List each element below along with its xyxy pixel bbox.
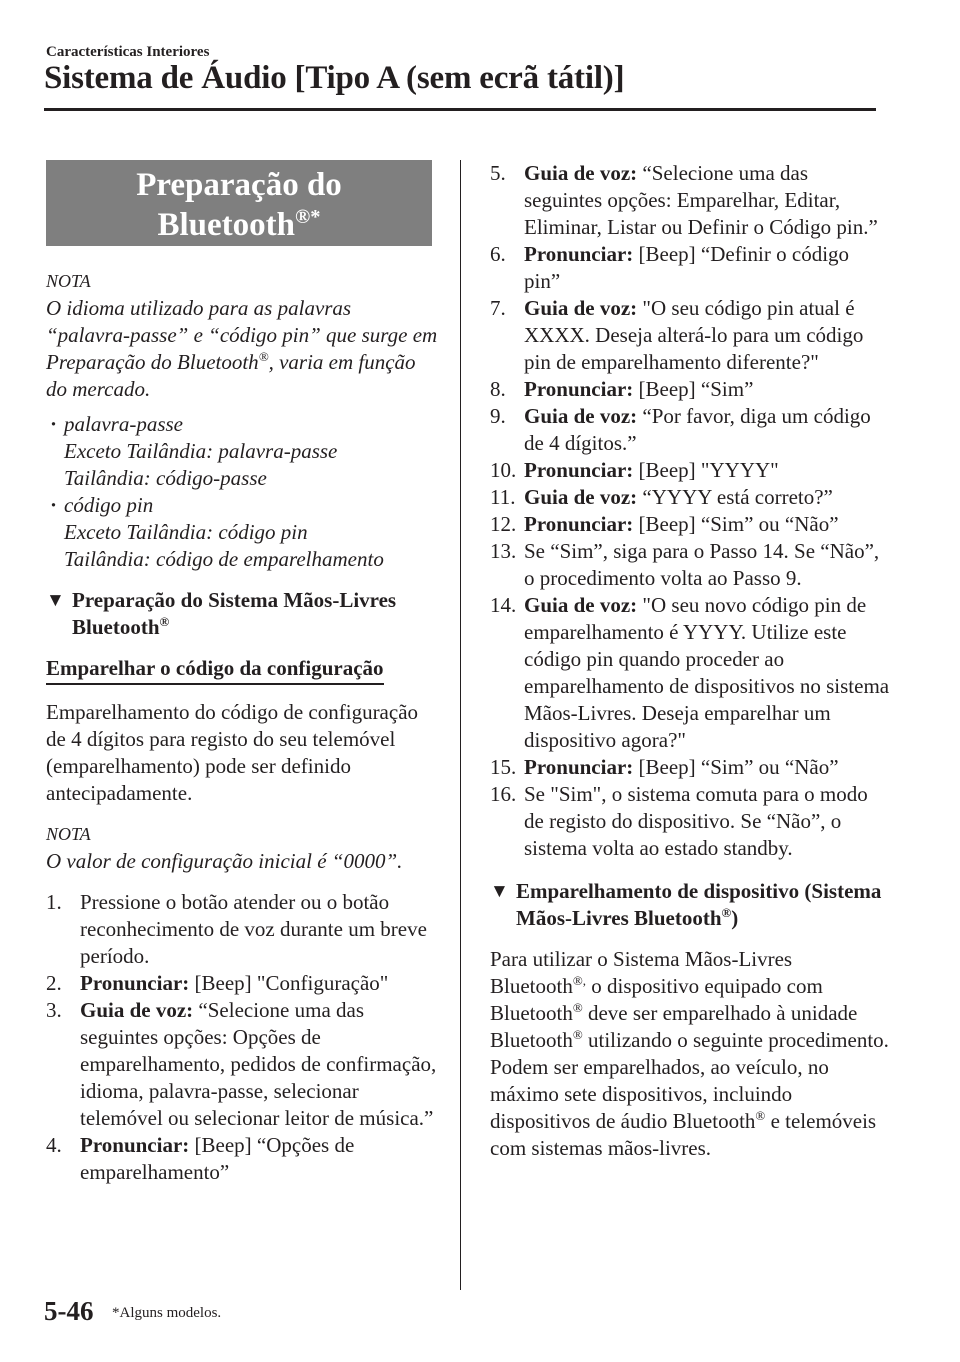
step-label: Guia de voz: — [524, 296, 638, 320]
step-item — [490, 511, 890, 538]
step-text: “Por favor, diga um código de 4 dígitos.” — [524, 404, 871, 455]
step-text: [Beep] “Sim” ou “Não” — [633, 755, 839, 779]
step-number: 13. — [490, 539, 517, 563]
step-number: 12. — [490, 512, 517, 536]
step-text: “Selecione uma das seguintes opções: Opções de emparelhamento, pedidos de confirmação, idioma, palavra-passe, selecionar telemóvel ou selecionar leitor de música.” — [80, 998, 437, 1130]
bullet-item: · palavra-passe — [50, 412, 183, 436]
step-label: Pronunciar: — [524, 755, 634, 779]
step-text: “YYYY está correto?” — [637, 485, 833, 509]
step-label: Pronunciar: — [524, 377, 634, 401]
paragraph: Podem ser emparelhados, ao veículo, no máximo sete dispositivos, incluindo dispositivos de áudio Bluetooth® e telemóveis com sistemas mãos-livres. — [490, 1055, 877, 1160]
step-number: 2. — [46, 971, 62, 995]
step-text: Se "Sim", o sistema comuta para o modo de registo do dispositivo. Se “Não”, o sistema volta ao estado standby. — [524, 782, 868, 860]
nota-text: O valor de configuração inicial é “0000”. — [46, 849, 403, 873]
step-text: [Beep] “Definir o código pin” — [524, 242, 850, 293]
step-number: 14. — [490, 593, 517, 617]
step-label: Pronunciar: — [524, 242, 634, 266]
step-text: [Beep] “Sim” ou “Não” — [633, 512, 839, 536]
step-number: 7. — [490, 296, 506, 320]
banner-sup: ®* — [295, 206, 321, 228]
step-number: 16. — [490, 782, 517, 806]
step-item — [490, 457, 890, 484]
step-text: “Selecione uma das seguintes opções: Emparelhar, Editar, Eliminar, Listar ou Definir o Código pin.” — [524, 161, 878, 239]
step-label: Guia de voz: — [524, 161, 638, 185]
step-text: [Beep] "YYYY" — [633, 458, 779, 482]
step-item — [490, 376, 890, 403]
step-number: 15. — [490, 755, 517, 779]
nota-label: NOTA — [46, 271, 91, 291]
step-item — [46, 1132, 438, 1186]
step-text: "O seu código pin atual é XXXX. Deseja alterá-lo para um código pin de emparelhamento diferente?" — [524, 296, 864, 374]
section-banner — [46, 160, 432, 246]
step-label: Pronunciar: — [524, 512, 634, 536]
step-item — [46, 970, 438, 997]
step-number: 5. — [490, 161, 506, 185]
step-label: Pronunciar: — [80, 1133, 190, 1157]
right-column — [490, 160, 890, 1162]
step-item — [46, 889, 438, 970]
nota-text: O idioma utilizado para as palavras “palavra-passe” e “código pin” que surge em Preparação do Bluetooth®, varia em função do mercado. — [46, 296, 438, 401]
step-number: 4. — [46, 1133, 62, 1157]
step-text: Se “Sim”, siga para o Passo 14. Se “Não”, o procedimento volta ao Passo 9. — [524, 539, 880, 590]
step-number: 6. — [490, 242, 506, 266]
bullet-dot-icon: · — [50, 412, 58, 436]
step-number: 3. — [46, 998, 62, 1022]
step-label: Guia de voz: — [524, 485, 638, 509]
footnote: *Alguns modelos. — [112, 1305, 222, 1321]
bullet-item: · código pin — [50, 493, 154, 517]
step-item — [490, 781, 890, 862]
steps-list — [46, 889, 438, 1186]
step-item — [490, 538, 890, 592]
step-text: [Beep] “Sim” — [633, 377, 754, 401]
step-label: Guia de voz: — [524, 404, 638, 428]
step-number: 9. — [490, 404, 506, 428]
step-text: [Beep] “Opções de emparelhamento” — [80, 1133, 355, 1184]
step-item — [490, 592, 890, 754]
paragraph: Para utilizar o Sistema Mãos-Livres Bluetooth®, o dispositivo equipado com Bluetooth® deve ser emparelhado à unidade Bluetooth® utilizando o seguinte procedimento. — [490, 947, 889, 1052]
step-text: "O seu novo código pin de emparelhamento é YYYY. Utilize este código pin quando proceder ao emparelhamento de dispositivos no sistema Mãos-Livres. Deseja emparelhar um dispositivo agora?" — [524, 593, 890, 752]
header-rule — [44, 108, 876, 111]
bullet-detail: Tailândia: código de emparelhamento — [64, 547, 384, 571]
subheading: Emparelhar o código da configuração — [46, 655, 384, 685]
section-heading: ▼ Emparelhamento de dispositivo (Sistema Mãos-Livres Bluetooth®) — [490, 879, 882, 930]
step-item — [490, 484, 890, 511]
paragraph: Emparelhamento do código de configuração de 4 dígitos para registo do seu telemóvel (emparelhamento) pode ser definido antecipadamente. — [46, 700, 419, 805]
step-text: Pressione o botão atender ou o botão reconhecimento de voz durante um breve período. — [80, 890, 427, 968]
step-number: 10. — [490, 458, 517, 482]
page-number: 5-46 — [44, 1296, 94, 1326]
step-item — [490, 160, 890, 241]
step-label: Pronunciar: — [80, 971, 190, 995]
section-heading: ▼ Preparação do Sistema Mãos-Livres Bluetooth® — [46, 588, 397, 639]
column-divider — [460, 160, 461, 1290]
step-number: 1. — [46, 890, 62, 914]
step-label: Pronunciar: — [524, 458, 634, 482]
step-label: Guia de voz: — [524, 593, 638, 617]
nota-label: NOTA — [46, 824, 91, 844]
banner-line2: Bluetooth®* — [157, 206, 321, 243]
step-item — [46, 997, 438, 1132]
steps-list — [490, 160, 890, 862]
triangle-down-icon: ▼ — [46, 590, 65, 611]
bullet-detail: Exceto Tailândia: código pin — [64, 520, 308, 544]
bullet-detail: Tailândia: código-passe — [64, 466, 267, 490]
triangle-down-icon: ▼ — [490, 881, 509, 902]
bullet-detail: Exceto Tailândia: palavra-passe — [64, 439, 338, 463]
step-number: 8. — [490, 377, 506, 401]
step-label: Guia de voz: — [80, 998, 194, 1022]
step-item — [490, 754, 890, 781]
step-item — [490, 241, 890, 295]
step-item — [490, 403, 890, 457]
page-title: Sistema de Áudio [Tipo A (sem ecrã tátil)] — [44, 60, 625, 96]
left-column — [46, 160, 438, 1186]
step-number: 11. — [490, 485, 516, 509]
bullet-dot-icon: · — [50, 493, 58, 517]
banner-line1: Preparação do — [136, 167, 342, 203]
running-header-section: Características Interiores — [46, 44, 210, 60]
step-text: [Beep] "Configuração" — [189, 971, 389, 995]
step-item — [490, 295, 890, 376]
